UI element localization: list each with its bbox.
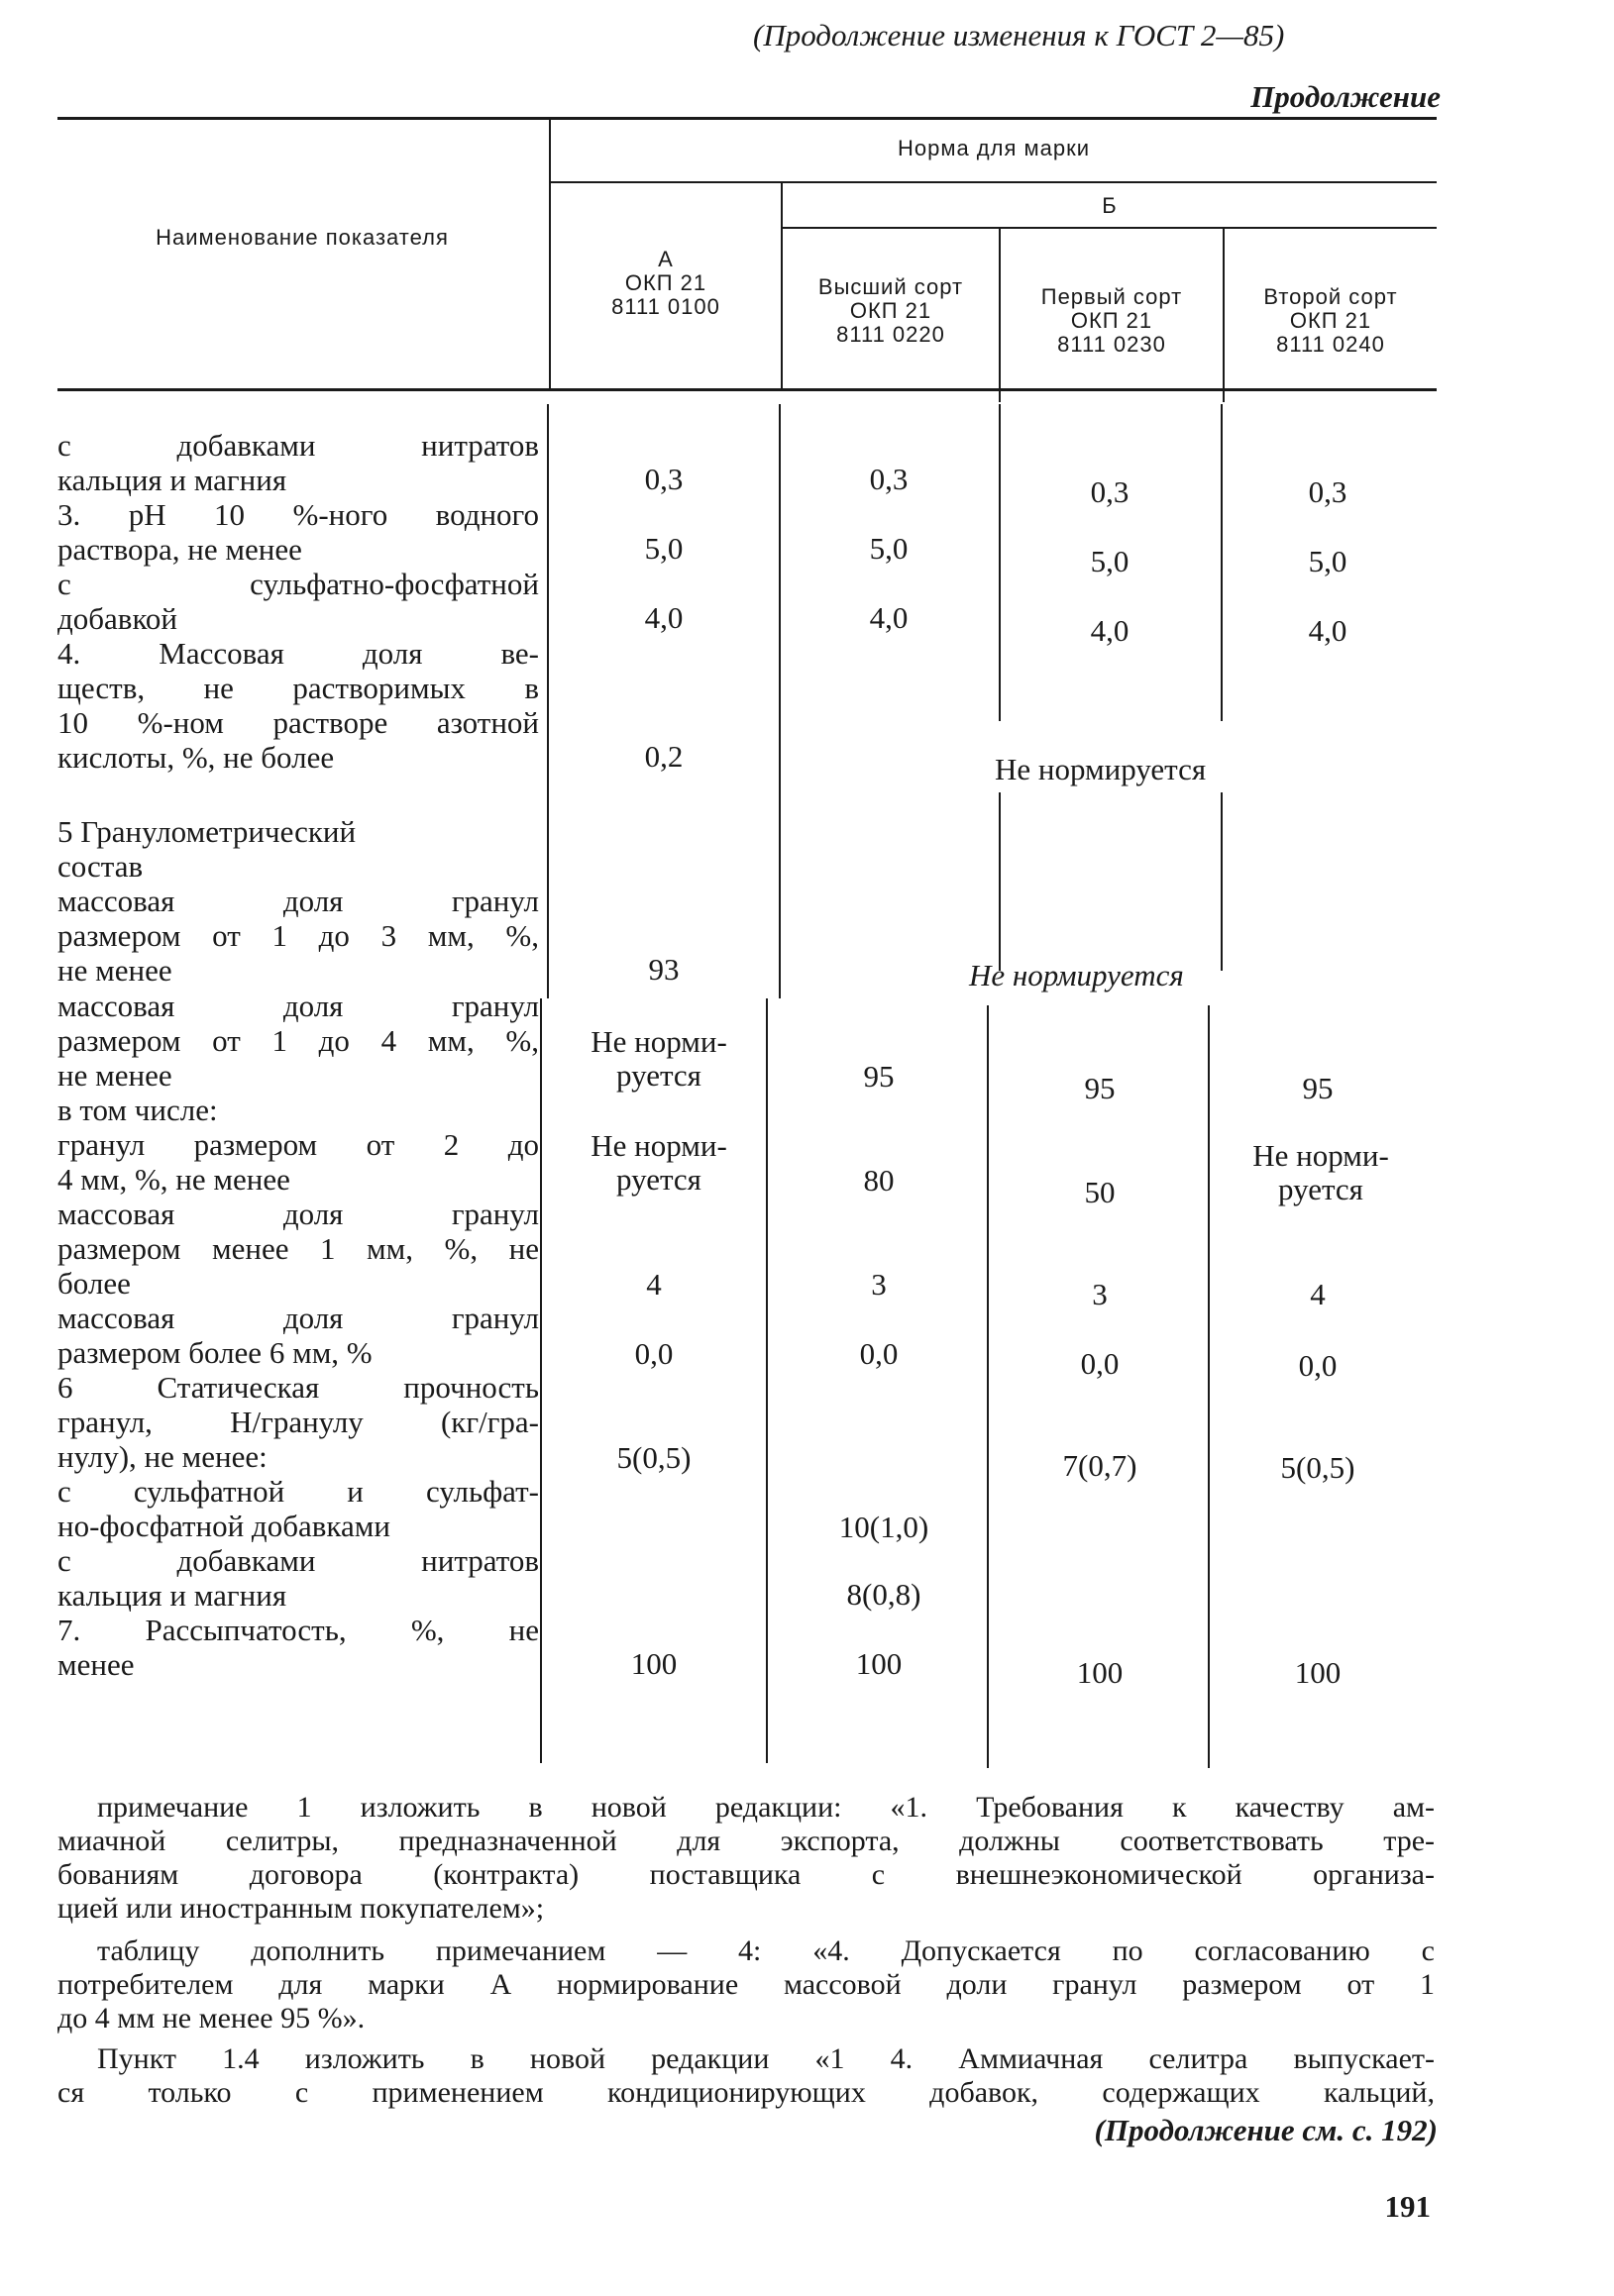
body-vline-2b — [766, 998, 768, 1763]
table-top-rule — [57, 117, 1437, 120]
row-2-b2: 5,0 — [1090, 544, 1130, 578]
norm-header: Норма для марки — [897, 136, 1091, 160]
row-4-a: 0,2 — [644, 739, 684, 774]
col-b1-code: 8111 0220 — [836, 322, 945, 347]
row-14-b2: 100 — [1076, 1655, 1124, 1690]
row-8-b1: 80 — [863, 1163, 895, 1198]
row-14-b1: 100 — [855, 1646, 903, 1681]
body-vline-1b — [540, 998, 542, 1763]
col-a-code: 8111 0100 — [611, 294, 720, 319]
body-vline-2a — [779, 404, 781, 998]
row-3-b3: 4,0 — [1308, 613, 1347, 648]
row-9-b3: 4 — [1310, 1277, 1326, 1311]
footer-continuation: (Продолжение см. с. 192) — [1094, 2113, 1438, 2147]
row-9-b1: 3 — [871, 1267, 887, 1302]
col-b2-okp: ОКП 21 — [1070, 308, 1153, 333]
row-5-label: 5 Гранулометрический состав — [57, 814, 357, 884]
col-b1-header — [783, 275, 999, 347]
row-7-a: Не норми- руется — [591, 1024, 727, 1093]
col-b3-code: 8111 0240 — [1276, 332, 1385, 357]
row-14-a: 100 — [630, 1646, 678, 1681]
row-1-b1: 0,3 — [869, 462, 909, 496]
row-11-b3: 5(0,5) — [1280, 1450, 1355, 1485]
row-8-a: Не норми- руется — [591, 1128, 727, 1197]
paragraph-note-4: таблицу дополнить примечанием — 4: «4. Допускается по согласованию с потребителем для марки А нормирование массовой доли гранул размером от 1 до 4 мм не менее 95 %». — [57, 1934, 1435, 2035]
col-a-okp: ОКП 21 — [624, 270, 707, 295]
row-7-b2: 95 — [1084, 1071, 1116, 1105]
grade-b-rule — [783, 227, 1437, 229]
row-8-b3: Не норми- руется — [1252, 1138, 1389, 1206]
row-14-b3: 100 — [1294, 1655, 1342, 1690]
row-9-a: 4 — [646, 1267, 662, 1302]
paragraph-clause-1-4: Пункт 1.4 изложить в новой редакции «1 4. Аммиачная селитра выпускает- ся только с применением кондиционирующих добавок, содержащих кальций, — [57, 2042, 1435, 2109]
row-11-a: 5(0,5) — [616, 1440, 692, 1475]
head-bottom-rule — [57, 388, 1437, 391]
col-b1-okp: ОКП 21 — [849, 298, 932, 323]
row-10-label: массовая доля гранул размером более 6 мм, % — [57, 1301, 539, 1370]
row-8-label: в том числе: гранул размером от 2 до 4 мм, %, не менее — [57, 1093, 539, 1197]
row-2-b1: 5,0 — [869, 531, 909, 566]
col-a-header — [551, 248, 781, 319]
col-b3-okp: ОКП 21 — [1289, 308, 1372, 333]
body-vline-3a — [999, 404, 1001, 721]
row-13-label: с добавками нитратов кальция и магния — [57, 1543, 539, 1613]
row-14-label: 7. Рассыпчатость, %, не менее — [57, 1613, 539, 1682]
row-2-b3: 5,0 — [1308, 544, 1347, 578]
body-vline-4c — [1208, 1005, 1210, 1768]
row-3-b2: 4,0 — [1090, 613, 1130, 648]
col-b2-name: Первый сорт — [1040, 284, 1183, 309]
row-4-not-normalized: Не нормируется — [995, 752, 1207, 786]
row-10-b3: 0,0 — [1298, 1348, 1338, 1383]
row-13-b1: 8(0,8) — [846, 1577, 921, 1612]
row-10-b1: 0,0 — [859, 1336, 899, 1371]
row-12-label: с сульфатной и сульфат- но-фосфатной добавками — [57, 1474, 539, 1543]
col-b2-code: 8111 0230 — [1057, 332, 1166, 357]
col-b2-header — [1001, 285, 1223, 357]
row-3-label: с сульфатно-фосфатной добавкой — [57, 567, 539, 636]
body-vline-3c — [987, 1005, 989, 1768]
row-11-label: 6 Статическая прочность гранул, Н/гранулу (кг/гра- нулу), не менее: — [57, 1370, 539, 1474]
row-2-label: 3. рН 10 %-ного водного раствора, не менее — [57, 497, 539, 567]
body-vline-4b — [1221, 792, 1223, 971]
body-vline-4a — [1221, 404, 1223, 721]
row-3-a: 4,0 — [644, 600, 684, 635]
row-1-a: 0,3 — [644, 462, 684, 496]
body-vline-3b — [999, 792, 1001, 971]
continuation-header: (Продолжение изменения к ГОСТ 2—85) — [753, 18, 1285, 52]
row-7-label: массовая доля гранул размером от 1 до 4 мм, %, не менее — [57, 989, 539, 1093]
row-3-b1: 4,0 — [869, 600, 909, 635]
col-b1-name: Высший сорт — [817, 274, 964, 299]
col-a-name: А — [658, 247, 674, 271]
row-7-b1: 95 — [863, 1059, 895, 1094]
row-2-a: 5,0 — [644, 531, 684, 566]
table-continuation-label: Продолжение — [1250, 79, 1441, 114]
page-number: 191 — [1384, 2189, 1431, 2224]
row-6-not-normalized: Не нормируется — [969, 958, 1184, 992]
col-b3-name: Второй сорт — [1263, 284, 1398, 309]
grade-b-header: Б — [1102, 193, 1118, 218]
row-1-b3: 0,3 — [1308, 474, 1347, 509]
row-10-a: 0,0 — [634, 1336, 674, 1371]
row-1-label: с добавками нитратов кальция и магния — [57, 428, 539, 497]
row-1-b2: 0,3 — [1090, 474, 1130, 509]
grade-rule — [551, 181, 1437, 183]
row-6-label: массовая доля гранул размером от 1 до 3 мм, %, не менее — [57, 884, 539, 988]
row-9-b2: 3 — [1092, 1277, 1108, 1311]
paragraph-note-1: примечание 1 изложить в новой редакции: «1. Требования к качеству ам- миачной селитры, предназначенной для экспорта, должны соответствовать тре- бованиям договора (контракта) поставщика с внешнеэкономической организа- цией или иностранным покупателем»; — [57, 1791, 1435, 1925]
row-4-label: 4. Массовая доля ве- ществ, не растворимых в 10 %-ном растворе азотной кислоты, %, не более — [57, 636, 539, 775]
row-6-a: 93 — [648, 952, 680, 987]
row-11-b2: 7(0,7) — [1062, 1448, 1137, 1483]
row-9-label: массовая доля гранул размером менее 1 мм, %, не более — [57, 1197, 539, 1301]
row-12-b1: 10(1,0) — [838, 1510, 929, 1544]
row-8-b2: 50 — [1084, 1175, 1116, 1209]
row-7-b3: 95 — [1302, 1071, 1334, 1105]
body-vline-1a — [547, 404, 549, 998]
indicator-header: Наименование показателя — [156, 225, 449, 250]
col-b3-header — [1225, 285, 1437, 357]
row-10-b2: 0,0 — [1080, 1346, 1120, 1381]
